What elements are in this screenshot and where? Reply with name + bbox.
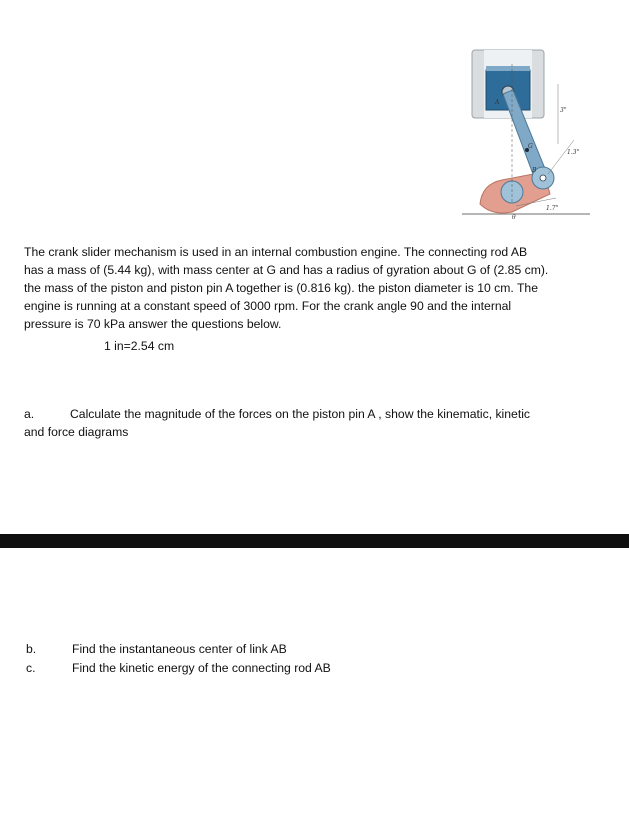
question-a xyxy=(24,405,618,441)
unit-conversion: 1 in=2.54 cm xyxy=(104,339,175,353)
dim-line-rod xyxy=(548,140,574,174)
question-b-label: b. xyxy=(26,642,37,656)
crank-slider-figure xyxy=(440,44,610,224)
question-c-text: Find the kinetic energy of the connecting rod AB xyxy=(72,661,331,675)
question-a-label: a. xyxy=(24,407,35,421)
question-a-text-1: Calculate the magnitude of the forces on the piston pin A , show the kinematic, kinetic xyxy=(70,407,531,421)
question-b-text: Find the instantaneous center of link AB xyxy=(72,642,287,656)
problem-line-2: has a mass of (5.44 kg), with mass center at G and has a radius of gyration about G of (2.85 cm). xyxy=(24,263,549,277)
dim-crank: 1.7" xyxy=(546,205,559,212)
problem-line-3: the mass of the piston and piston pin A together is (0.816 kg). the piston diameter is 10 cm. The xyxy=(24,281,538,295)
label-theta: θ xyxy=(512,214,516,221)
problem-statement xyxy=(24,243,618,333)
black-divider-bar xyxy=(0,534,629,548)
problem-line-5: pressure is 70 kPa answer the questions below. xyxy=(24,317,282,331)
label-G: G xyxy=(528,143,533,150)
question-c-label: c. xyxy=(26,661,36,675)
piston-top xyxy=(486,66,530,71)
question-a-text-2: and force diagrams xyxy=(24,425,129,439)
question-c xyxy=(26,659,331,677)
dim-rod: 1.3" xyxy=(567,149,580,156)
question-b xyxy=(26,640,287,658)
label-B: B xyxy=(532,167,537,174)
question-a-line-1 xyxy=(24,405,618,423)
label-A: A xyxy=(495,99,500,106)
problem-line-4: engine is running at a constant speed of 3000 rpm. For the crank angle 90 and the internal xyxy=(24,299,512,313)
problem-line-1: The crank slider mechanism is used in an internal combustion engine. The connecting rod AB xyxy=(24,245,528,259)
dim-top: 3" xyxy=(560,107,567,114)
crank-pin-B-center xyxy=(540,175,546,181)
